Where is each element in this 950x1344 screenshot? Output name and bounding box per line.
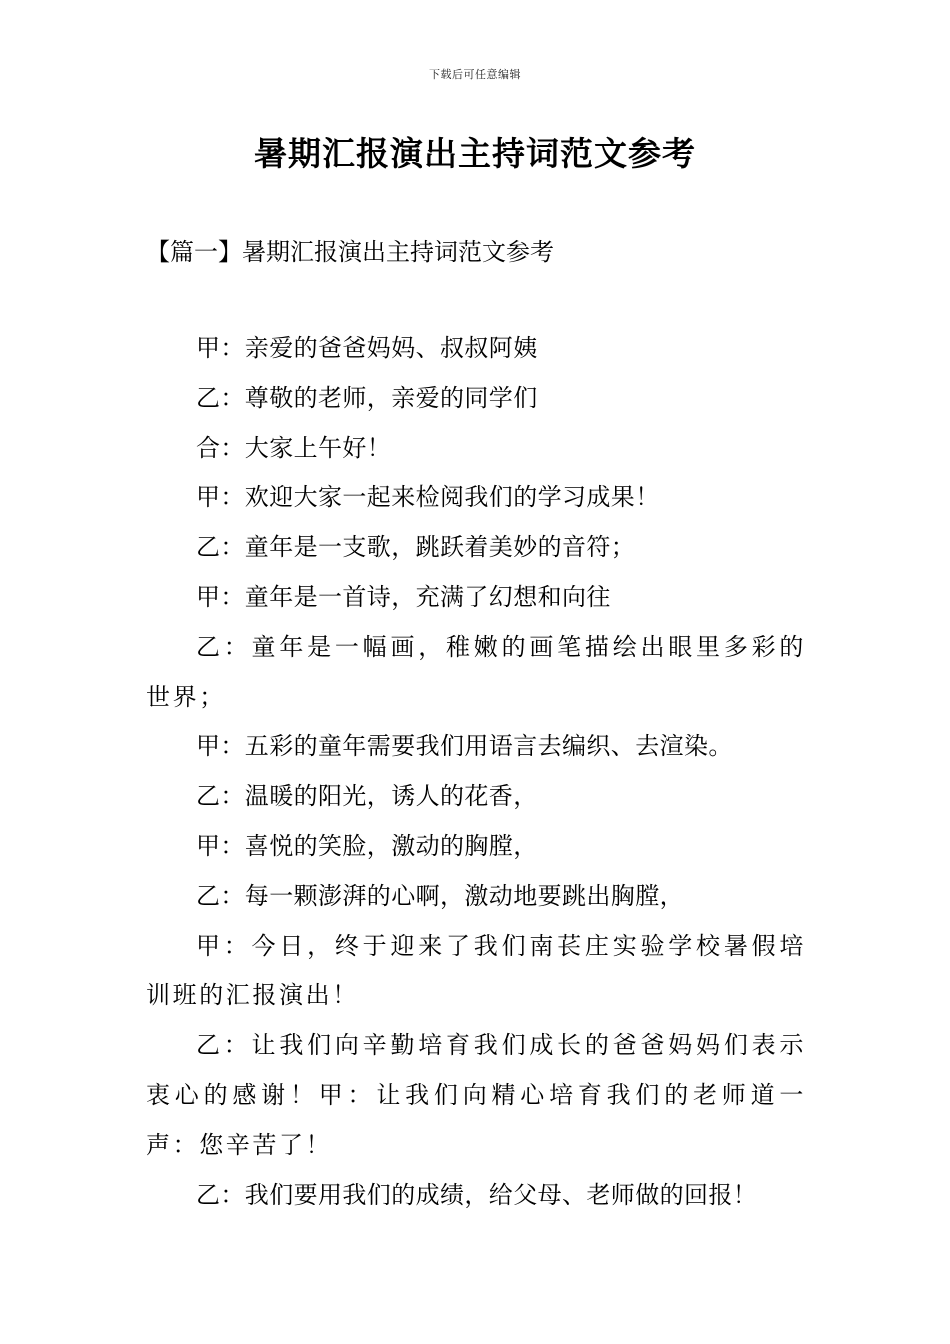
paragraph: 乙：我们要用我们的成绩，给父母、老师做的回报！	[196, 1180, 758, 1209]
body-text	[146, 324, 806, 1220]
paragraph: 乙：童年是一幅画，稚嫩的画笔描绘出眼里多彩的世界；	[146, 632, 806, 711]
paragraph: 乙：温暖的阳光，诱人的花香，	[196, 782, 538, 811]
header-note: 下载后可任意编辑	[429, 68, 521, 81]
section-heading: 【篇一】暑期汇报演出主持词范文参考	[146, 238, 554, 266]
paragraph: 甲：亲爱的爸爸妈妈、叔叔阿姨	[196, 334, 538, 362]
document-title: 暑期汇报演出主持词范文参考	[254, 134, 696, 173]
paragraph: 甲：童年是一首诗，充满了幻想和向往	[196, 582, 611, 611]
paragraph: 乙：每一颗澎湃的心啊，激动地要跳出胸膛，	[196, 881, 684, 910]
paragraph: 甲：欢迎大家一起来检阅我们的学习成果！	[196, 483, 660, 512]
paragraph: 乙：尊敬的老师，亲爱的同学们	[196, 383, 538, 412]
paragraph: 甲：五彩的童年需要我们用语言去编织、去渲染。	[196, 732, 733, 761]
paragraph: 乙：让我们向辛勤培育我们成长的爸爸妈妈们表示衷心的感谢！甲：让我们向精心培育我们的老师道一声：您辛苦了！	[146, 1031, 806, 1159]
paragraph: 甲：今日，终于迎来了我们南苌庄实验学校暑假培训班的汇报演出！	[146, 931, 806, 1010]
paragraph: 合：大家上午好！	[196, 433, 392, 462]
paragraph: 甲：喜悦的笑脸，激动的胸膛，	[196, 831, 538, 860]
paragraph: 乙：童年是一支歌，跳跃着美妙的音符；	[196, 533, 636, 562]
